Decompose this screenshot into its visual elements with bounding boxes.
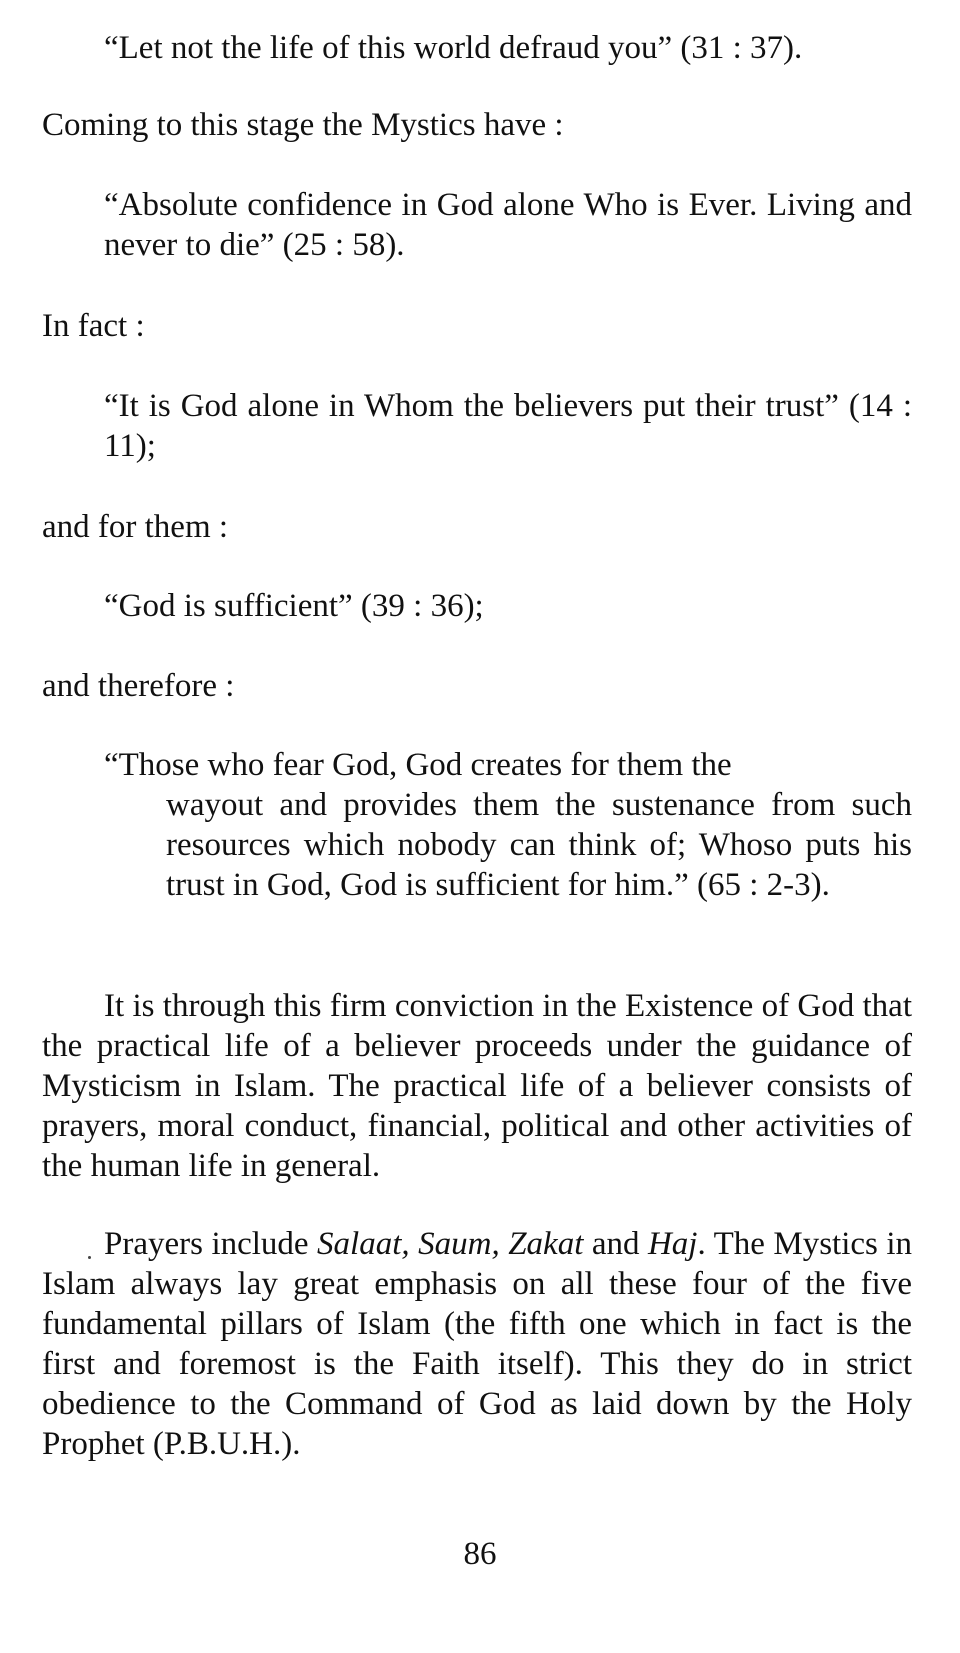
paragraph-practical-life: It is through this firm conviction in the Existence of God that the practical life of a believer proceeds under the guidance of Mysticism in Islam. The practical life of a believer consists of prayers, moral conduct, financial, political and other activities of the human life in general. (42, 988, 912, 1184)
quote-39-36: “God is sufficient” (39 : 36); (104, 588, 484, 624)
term-zakat: Zakat (508, 1226, 584, 1262)
quote-14-11: “It is God alone in Whom the believers put their trust” (14 : 11); (104, 388, 912, 464)
text-and-therefore: and therefore : (42, 668, 235, 704)
prayers-prefix: Prayers include (104, 1226, 318, 1262)
prayers-and: and (583, 1226, 648, 1262)
quote-25-58: “Absolute confidence in God alone Who is Ever. Living and never to die” (25 : 58). (104, 187, 912, 263)
scan-speck (88, 1256, 91, 1259)
term-saum: Saum, (418, 1226, 500, 1262)
text-in-fact: In fact : (42, 308, 145, 344)
prayers-suffix: . The Mystics in Islam always lay great emphasis on all these four of the five fundamental pillars of Islam (the fifth one which in fact is the first and foremost is the Faith itself). This they do in strict obedience to the Command of God as laid down by the Holy Prophet (P.B.U.H.). (42, 1226, 913, 1462)
quote-65-continuation: wayout and provides them the sustenance from such resources which nobody can think of; Whoso puts his trust in God, God is sufficient for him.” (65 : 2-3). (166, 787, 912, 903)
quote-65-first-line: “Those who fear God, God creates for them the (104, 747, 732, 783)
quote-65-2-3 (104, 745, 912, 905)
page-number: 86 (463, 1536, 497, 1572)
quote-31-37: “Let not the life of this world defraud you” (31 : 37). (104, 30, 803, 66)
text-and-for-them: and for them : (42, 509, 229, 545)
term-haj: Haj (647, 1226, 698, 1262)
text-mystics-stage: Coming to this stage the Mystics have : (42, 107, 564, 143)
paragraph-prayers (42, 1224, 912, 1464)
term-salaat: Salaat, (317, 1226, 410, 1262)
